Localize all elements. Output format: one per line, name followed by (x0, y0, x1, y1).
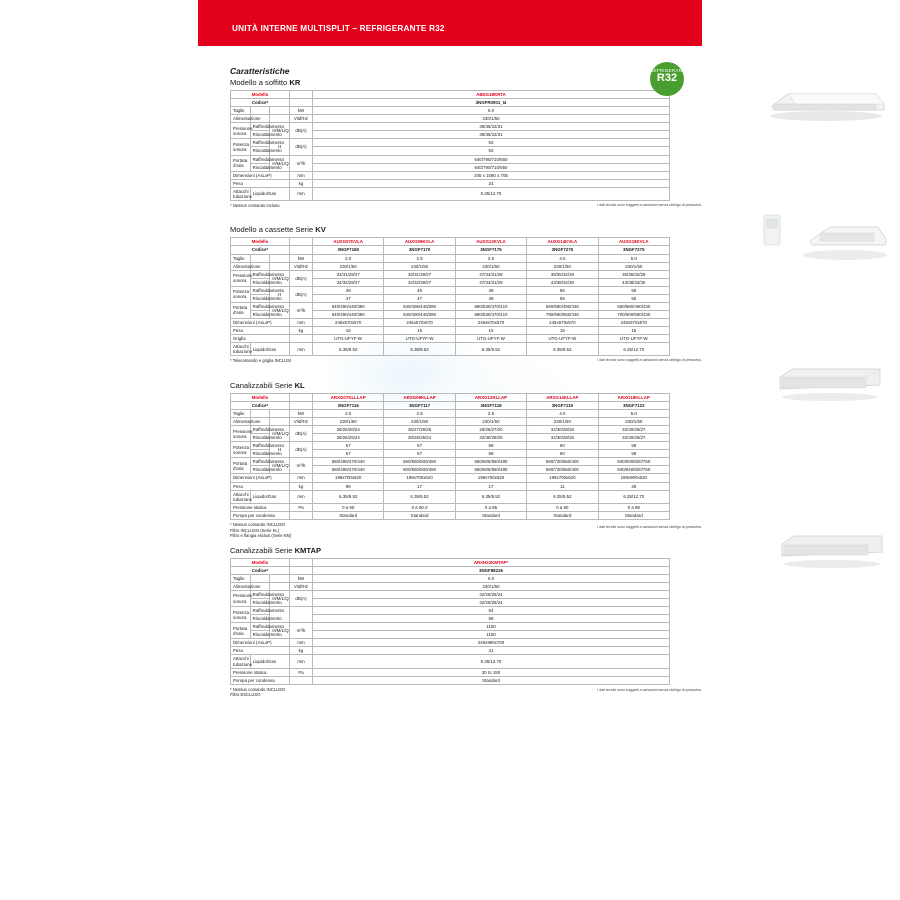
table-row: Pressione sonora Raffreddamento H/M/L/Q dB(A) 33/31/29/27 33/31/29/27 37/34/31/28 39/35/32/29 36/35/32/29 (231, 270, 670, 278)
table-row: Pressione sonora Raffreddamento H/M/L/Q dB(A) 32/26/25/24 (231, 590, 670, 598)
table-row: Attacchi tubazione Liquido/Gas mm 6.35/9.52 6.35/9.52 6.35/9.52 6.35/9.52 6.35/12.70 (231, 490, 670, 503)
table-row: Modello ABDG18KRTA (231, 91, 670, 99)
section-kr-title: Modello a soffitto KR (230, 78, 301, 87)
table-row: Peso kg 99 17 17 11 28 (231, 482, 670, 490)
r32-badge: REFRIGERANTE R32 (650, 62, 684, 96)
spec-table-kl (230, 393, 670, 520)
product-image-cassette-kv (750, 211, 890, 267)
table-row: Portata d'aria Raffreddamento H/M/L/Q m³/h 550/490/470/440 660/550/500/450 650/600/550/480 660/730/660/400 940/930/820/750 (231, 458, 670, 466)
product-image-ducted-kl (768, 363, 893, 407)
table-row: Riscaldamento 540/490/440/390 540/490/440/390 690/530/470/410 790/680/560/430 700/600/580/430 (231, 310, 670, 318)
table-row: Portata d'aria Raffreddamento H/M/L/Q m³/h 540/490/440/390 540/495/440/390 690/530/470/410 660/580/490/430 660/580/490/430 (231, 302, 670, 310)
spec-table-kv (230, 237, 670, 356)
table-row: Riscaldamento 57 57 58 60 58 (231, 450, 670, 458)
table-row: Taglie kW 5.0 (231, 107, 670, 115)
disclaimer-kmtap: I dati tecnici sono soggetti a variazioni senza obbligo di preavviso. (597, 688, 702, 693)
table-row: Riscaldamento 34/32/29/27 34/32/29/27 37/34/31/29 43/38/34/30 43/38/34/30 (231, 278, 670, 286)
table-row: Alimentazione V/Ø/Hz 230/1/50 (231, 582, 670, 590)
table-row: Potenza sonora Raffreddamento H dB(A) 49 46 49 56 56 (231, 286, 670, 294)
table-row: Dimensioni (AxLxP) mm 199x700x620 199x700x620 199x700x620 199x700x620 199x900x620 (231, 474, 670, 482)
spec-table-kmtap (230, 558, 670, 685)
table-row: Attacchi tubazione Liquido/Gas mm 6.35/12.70 (231, 655, 670, 668)
table-row: Riscaldamento 38/36/33/31 (231, 131, 670, 139)
product-image-ceiling-kr (758, 84, 888, 124)
table-row: Portata d'aria Raffreddamento H/M/L/Q m³/h 640/790/710/650 (231, 155, 670, 163)
footnote-kr: * Nessun comando incluso (230, 202, 280, 208)
table-row: Pressione sonora Raffreddamento H/M/L/Q dB(A) 28/26/20/24 26/27/26/25 29/26/27/20 32/30/28/26 32/30/29/27 (231, 426, 670, 434)
table-row: Peso kg 31 (231, 647, 670, 655)
table-row: Peso kg 15 15 15 15 15 (231, 327, 670, 335)
page-title: Caratteristiche (230, 66, 290, 76)
table-row: Taglie kW 2.0 2.5 3.5 4.0 5.0 (231, 409, 670, 417)
spec-table-kr (230, 90, 670, 201)
disclaimer-kv: I dati tecnici sono soggetti a variazioni senza obbligo di preavviso. (597, 358, 702, 362)
table-row: Taglie kW 2.0 2.5 3.5 4.0 5.0 (231, 254, 670, 262)
disclaimer-kl: I dati tecnici sono soggetti a variazioni senza obbligo di preavviso. (597, 524, 702, 529)
table-row: Pompa per condensa Standard (231, 676, 670, 684)
table-row: Potenza sonora Raffreddamento H dB(A) 57 57 58 60 58 (231, 442, 670, 450)
table-row: Riscaldamento 28/26/25/24 28/26/25/24 32/30/28/25 32/30/28/25 32/30/29/27 (231, 434, 670, 442)
section-kl (198, 363, 702, 539)
footnote-kl: * Nessun comando INCLUSO Filtro INCLUSO (Serie KL) Filtro e flangia esclusi (Serie KM) (230, 521, 292, 539)
table-row: Riscaldamento 1150 (231, 631, 670, 639)
section-kmtap (198, 530, 702, 698)
table-row: Taglie kW 6.0 (231, 574, 670, 582)
table-row: Peso kg 24 (231, 179, 670, 187)
footnote-kmtap: * Nessun comando INCLUSO Filtro ESCLUSO (230, 686, 286, 698)
table-row: Codice* 3NGF7165 3NGF7170 3NGF7175 3NGF7275 3NGF7275 (231, 246, 670, 254)
table-row: Pressione sonora Raffreddamento H/M/L/Q dB(A) 38/36/33/31 (231, 123, 670, 131)
table-row: Dimensioni (AxLxP) mm 245x570x570 245x570x570 245x570x570 245x570x570 245x570x570 (231, 319, 670, 327)
table-row: Alimentazione V/Ø/Hz 230/1/50 230/1/50 230/1/50 230/1/50 230/1/50 (231, 262, 670, 270)
document-content (198, 46, 702, 698)
section-kr (198, 46, 702, 207)
table-row: Attacchi tubazione Liquido/Gas mm 6.35/12.70 (231, 187, 670, 200)
table-row: Codice* 3NGF7116 3NGF7117 3NGF7118 3NGF7119 3NGF7122 (231, 401, 670, 409)
table-row: Codice* 3NGFR0001_I4 (231, 99, 670, 107)
table-row: Riscaldamento 32/26/25/24 (231, 599, 670, 607)
table-row: Dimensioni (AxLxP) mm 205 x 1080 x 705 (231, 171, 670, 179)
table-row: Riscaldamento 640/790/710/650 (231, 163, 670, 171)
table-row: Dimensioni (AxLxP) mm 240x990x700 (231, 639, 670, 647)
table-row: Pompa per condensa Standard Standard Standard Standard Standard (231, 511, 670, 519)
banner-title: UNITÀ INTERNE MULTISPLIT – REFRIGERANTE R32 (232, 24, 445, 33)
table-row: Riscaldamento 53 (231, 147, 670, 155)
table-row: Riscaldamento 58 (231, 615, 670, 623)
table-row: Modello AUXG07KVLA AUXG09KVLA AUXG12KVLA AUXG14KVLA AUXG18KVLA (231, 238, 670, 246)
table-row: Riscaldamento 560/490/470/440 600/550/500/450 650/600/550/480 660/730/660/400 940/940/820/750 (231, 466, 670, 474)
table-row: Attacchi tubazione Liquido/Gas mm 6.35/9.52 6.35/9.52 6.35/9.52 6.35/9.52 6.35/12.70 (231, 343, 670, 356)
table-row: Modello ARXG07KLLLAP ARXG09KLLAP ARXG12KLLAP ARXG14KLLAP ARXG18KLLAP (231, 393, 670, 401)
table-row: Griglia UTG-UFYF-W UTG-UFYF-W UTG-UFYF-W UTG-UFYF-W UTG-UFYF-W (231, 335, 670, 343)
disclaimer-kr: I dati tecnici sono soggetti a variazioni senza obbligo di preavviso. (597, 202, 702, 207)
table-row: Riscaldamento 47 47 49 55 55 (231, 294, 670, 302)
table-row: Modello ARXH22KMTAP* (231, 558, 670, 566)
section-kmtap-title: Canalizzabili Serie KMTAP (230, 545, 322, 555)
section-kv-title: Modello a cassette Serie KV (230, 225, 326, 235)
product-image-ducted-kmtap (770, 530, 895, 574)
table-row: Pressione statica Pa 30 to 150 (231, 668, 670, 676)
table-row: Portata d'aria Raffreddamento H/M/L/Q m³/h 1150 (231, 623, 670, 631)
section-kv (198, 207, 702, 362)
page-banner (198, 0, 702, 46)
section-kl-title: Canalizzabili Serie KL (230, 380, 305, 390)
footnote-kv: * Telecomando e griglia INCLUSI (230, 358, 292, 364)
table-row: Potenza sonora Raffreddamento 54 (231, 607, 670, 615)
table-row: Potenza sonora Raffreddamento H dB(A) 53 (231, 139, 670, 147)
table-row: Alimentazione V/Ø/Hz 230/1/50 230/1/50 230/1/50 230/1/50 230/1/50 (231, 418, 670, 426)
table-row: Pressione statica Pa 0 a 90 0 a 90.0 0 a 95 0 a 90 0 a 98 (231, 503, 670, 511)
table-row: Alimentazione V/Ø/Hz 230/1/50 (231, 115, 670, 123)
table-row: Codice* 3NGF88226 (231, 566, 670, 574)
